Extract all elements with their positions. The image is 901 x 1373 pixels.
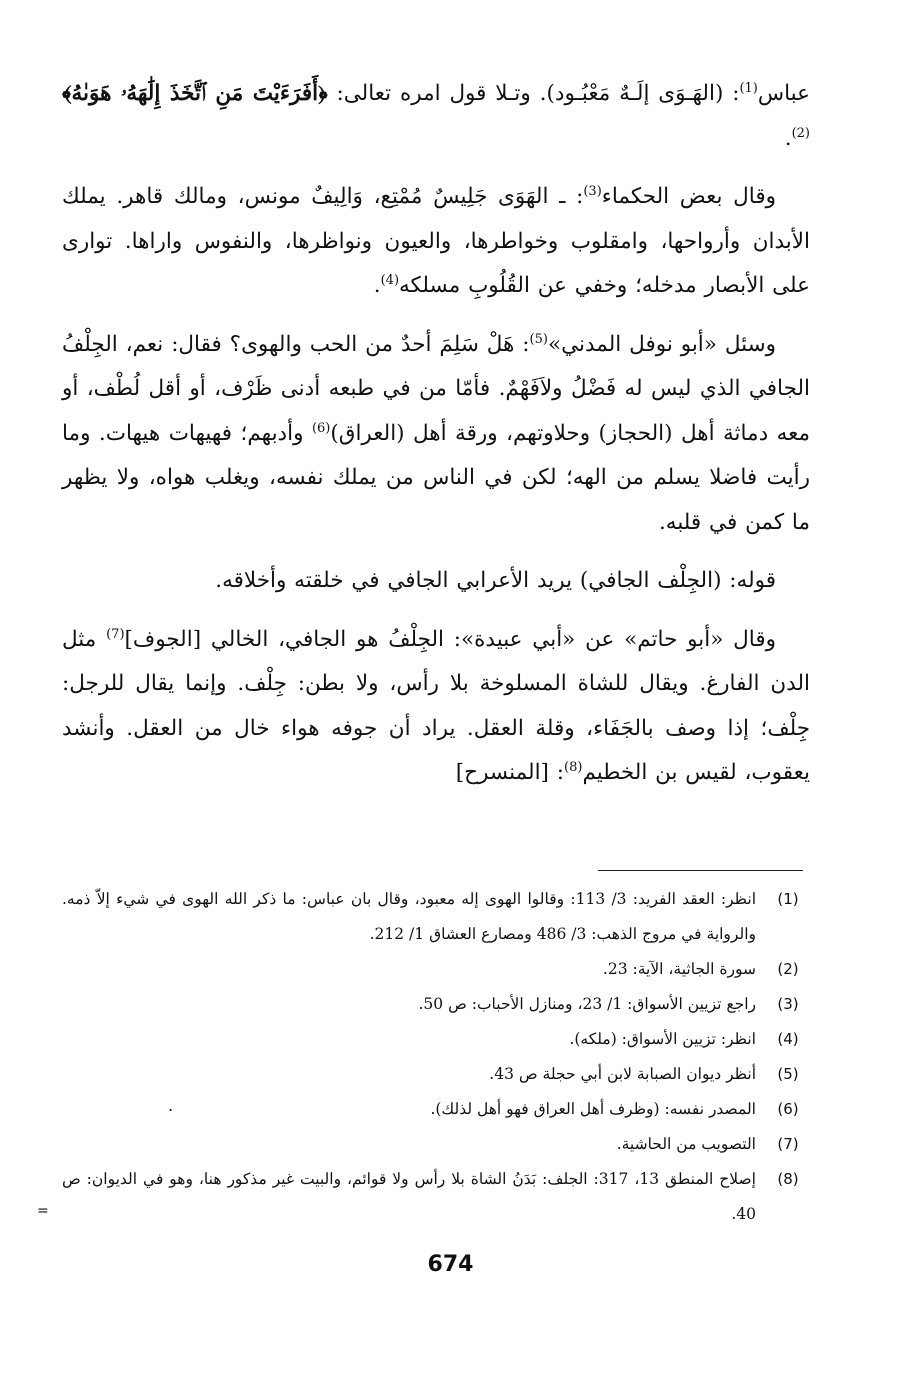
text-segment: وقال بعض الحكماء bbox=[601, 184, 777, 209]
footnote-number: (6) bbox=[777, 1100, 799, 1118]
footnote-item bbox=[62, 1092, 810, 1127]
text-segment: : (الهَـوَى إلَـهٌ مَعْبُـود). وتـلا قول امره تعالى: bbox=[327, 81, 740, 106]
footnote-item bbox=[62, 952, 810, 987]
text-segment: وقال «أبو حاتم» عن «أبي عبيدة»: الجِلْفُ هو الجافي، الخالي [الجوف] bbox=[124, 626, 776, 652]
footnote-text: إصلاح المنطق 13، 317: الجلف: بَدَنُ الشاة بلا رأس ولا قوائم، والبيت غير مذكور هنا، وهو في الديوان: ص 40. bbox=[62, 1170, 756, 1223]
footnote-ref[interactable]: (4) bbox=[380, 272, 400, 288]
paragraph bbox=[62, 72, 810, 161]
footnote-item bbox=[62, 882, 810, 952]
paragraph bbox=[62, 618, 810, 796]
text-segment: قوله: (الجِلْف الجافي) يريد الأعرابي الجافي في خلقته وأخلاقه. bbox=[215, 568, 776, 593]
footnote-text: المصدر نفسه: (وظرف أهل العراق فهو أهل لذلك). bbox=[430, 1100, 756, 1118]
footnote-ref[interactable]: (3) bbox=[583, 183, 602, 199]
text-segment: : ـ الهَوَى جَلِيسٌ مُمْتِع، وَالِيفٌ مونس، ومالك قاهر. يملك الأبدان وأرواحها، وامقلوب وخواطرها، والعيون ونواظرها، والنفوس واراها. توارى على الأبصار مدخله؛ وخفي عن القُلُوبِ مسلكه bbox=[62, 184, 810, 298]
footnote-number: (7) bbox=[777, 1135, 799, 1153]
footnote-text: انظر: تزيين الأسواق: (ملكه). bbox=[569, 1030, 756, 1048]
footnote-item bbox=[62, 1057, 810, 1092]
footnote-number: (4) bbox=[777, 1030, 799, 1048]
footnote-text: راجع تزيين الأسواق: 1/ 23، ومنازل الأحباب: ص 50. bbox=[418, 995, 756, 1013]
paragraph bbox=[62, 323, 810, 546]
text-segment: وسئل «أبو نوفل المدني» bbox=[547, 331, 777, 357]
text-segment: عباس bbox=[757, 81, 810, 106]
quran-verse: ﴿أَفَرَءَيْتَ مَنِ ٱتَّخَذَ إِلَٰهَهُۥ هَوَىٰهُ﴾ bbox=[62, 81, 328, 106]
footnote-ref[interactable]: (6) bbox=[311, 420, 331, 436]
footnote-ref[interactable]: (1) bbox=[739, 80, 758, 96]
footnote-ref[interactable]: (2) bbox=[791, 125, 810, 141]
margin-dash: = bbox=[37, 1203, 49, 1219]
footnote-text: سورة الجاثية، الآية: 23. bbox=[602, 960, 756, 978]
text-segment: وأدبهم؛ فهيهات هيهات. وما رأيت فاضلا يسلم من الهه؛ لكن في الناس من يملك نفسه، ويغلب هواه، ولا يظهر ما كمن في قلبه. bbox=[62, 420, 810, 535]
footnote-item bbox=[62, 987, 810, 1022]
footnote-item bbox=[62, 1022, 810, 1057]
footnote-ref[interactable]: (8) bbox=[564, 759, 583, 775]
margin-dot: . bbox=[168, 1096, 174, 1115]
footnote-item bbox=[62, 1162, 810, 1232]
text-segment: : هَلْ سَلِمَ أحدٌ من الحب والهوى؟ فقال: نعم، الجِلْفُ الجافي الذي ليس له فَضْلُ ولاَفَهْمٌ. فأمّا من في طبعه أدنى ظَرْف، أو أقل لُطْف، أو معه دماثة أهل (الحجاز) وحلاوتهم، ورقة أهل (العراق) bbox=[62, 331, 811, 446]
paragraph bbox=[62, 175, 810, 309]
page-number: 674 bbox=[427, 1252, 474, 1277]
text-segment: . bbox=[373, 273, 381, 298]
text-segment: : [المنسرح] bbox=[455, 760, 565, 785]
footnotes bbox=[62, 882, 810, 1232]
footnote-separator bbox=[598, 870, 803, 871]
footnote-number: (2) bbox=[777, 960, 799, 978]
footnote-ref[interactable]: (7) bbox=[106, 626, 125, 642]
footnote-number: (8) bbox=[777, 1170, 799, 1188]
paragraph bbox=[62, 559, 810, 604]
footnote-text: أنظر ديوان الصبابة لابن أبي حجلة ص 43. bbox=[489, 1065, 756, 1083]
footnote-number: (3) bbox=[777, 995, 799, 1013]
text-segment: . bbox=[784, 125, 792, 151]
footnote-text: انظر: العقد الفريد: 3/ 113: وقالوا الهوى إله معبود، وقال بان عباس: ما ذكر الله الهوى في شيء إلاّ ذمه. والرواية في مروج الذهب: 3/ 486 ومصارع العشاق 1/ 212. bbox=[62, 890, 757, 943]
main-text bbox=[62, 72, 810, 810]
text-segment: مثل الدن الفارغ. ويقال للشاة المسلوخة بلا رأس، ولا بطن: جِلْف. وإنما يقال للرجل: جِلْف؛ إذا وصف بالجَفَاء، وقلة العقل. يراد أن جوفه هواء خال من العقل. وأنشد يعقوب، لقيس بن الخطيم bbox=[62, 626, 810, 785]
footnote-text: التصويب من الحاشية. bbox=[616, 1135, 756, 1153]
footnote-number: (5) bbox=[777, 1065, 799, 1083]
footnote-number: (1) bbox=[777, 890, 799, 908]
footnote-ref[interactable]: (5) bbox=[529, 331, 548, 347]
footnote-item bbox=[62, 1127, 810, 1162]
